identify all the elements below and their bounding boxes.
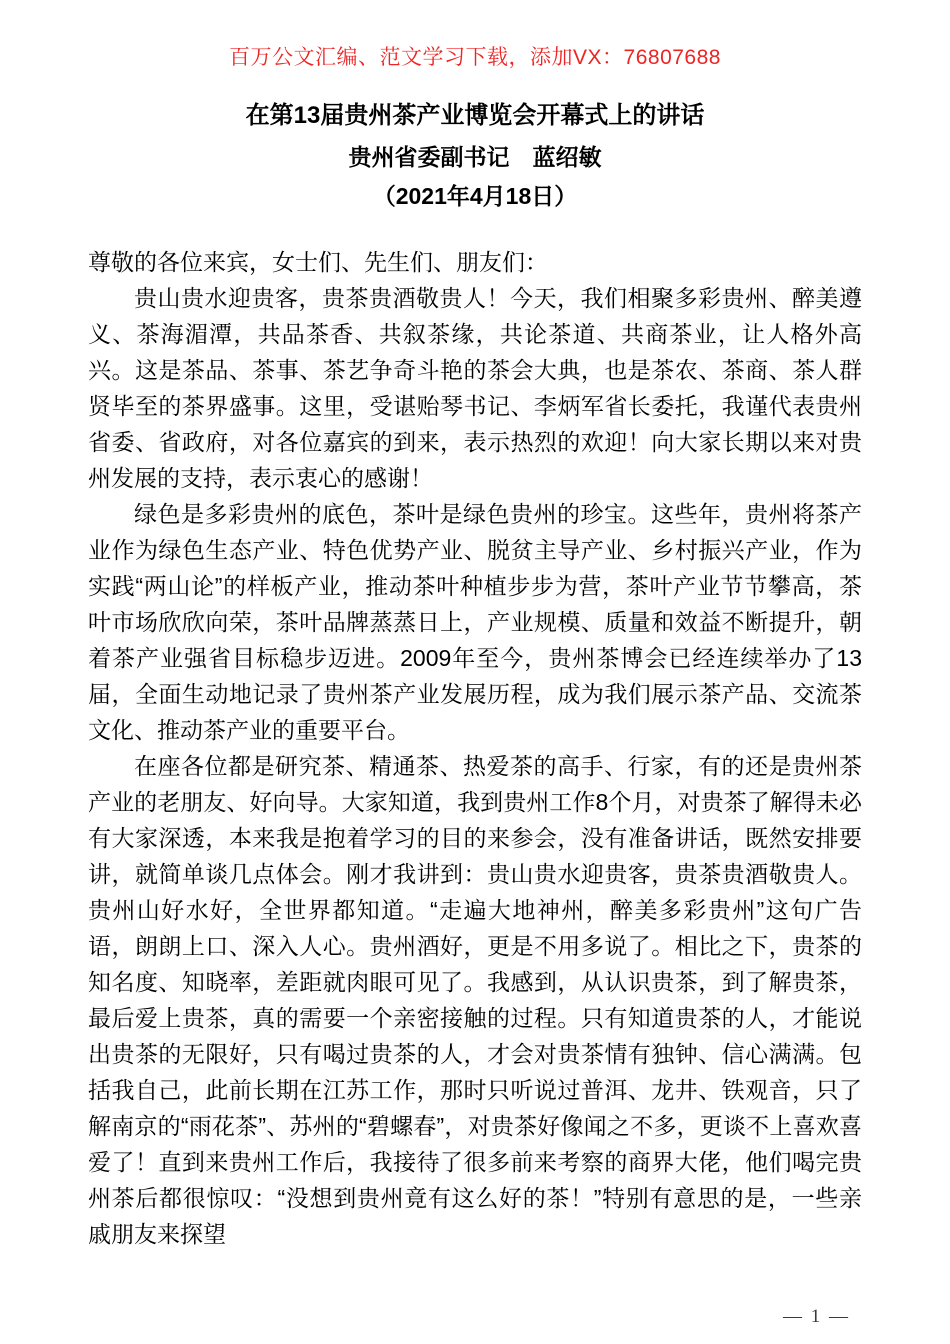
document-title: 在第13届贵州茶产业博览会开幕式上的讲话 [245, 102, 705, 129]
body-paragraph: 贵山贵水迎贵客，贵茶贵酒敬贵人！今天，我们相聚多彩贵州、醉美遵义、茶海湄潭，共品茶香、共叙茶缘，共论茶道、共商茶业，让人格外高兴。这是茶品、茶事、茶艺争奇斗艳的茶会大典，也是茶农、茶商、茶人群贤毕至的茶界盛事。这里，受谌贻琴书记、李炳军省长委托，我谨代表贵州省委、省政府，对各位嘉宾的到来，表示热烈的欢迎！向大家长期以来对贵州发展的支持，表示衷心的感谢！ [88, 285, 862, 491]
page-number: — 1 — [783, 1306, 850, 1327]
date-line: （2021年4月18日） [372, 183, 578, 209]
author-byline: 贵州省委副书记 蓝绍敏 [348, 144, 602, 170]
document-body [88, 244, 862, 1252]
salutation-line: 尊敬的各位来宾，女士们、先生们、朋友们： [88, 249, 548, 275]
body-paragraph: 绿色是多彩贵州的底色，茶叶是绿色贵州的珍宝。这些年，贵州将茶产业作为绿色生态产业、特色优势产业、脱贫主导产业、乡村振兴产业，作为实践“两山论”的样板产业，推动茶叶种植步步为营，茶叶产业节节攀高，茶叶市场欣欣向荣，茶叶品牌蒸蒸日上，产业规模、质量和效益不断提升，朝着茶产业强省目标稳步迈进。2009年至今，贵州茶博会已经连续举办了13届，全面生动地记录了贵州茶产业发展历程，成为我们展示茶产品、交流茶文化、推动茶产业的重要平台。 [88, 501, 862, 743]
body-paragraph: 在座各位都是研究茶、精通茶、热爱茶的高手、行家，有的还是贵州茶产业的老朋友、好向导。大家知道，我到贵州工作8个月，对贵茶了解得未必有大家深透，本来我是抱着学习的目的来参会，没有准备讲话，既然安排要讲，就简单谈几点体会。刚才我讲到：贵山贵水迎贵客，贵茶贵酒敬贵人。贵州山好水好，全世界都知道。“走遍大地神州，醉美多彩贵州”这句广告语，朗朗上口、深入人心。贵州酒好，更是不用多说了。相比之下，贵茶的知名度、知晓率，差距就肉眼可见了。我感到，从认识贵茶，到了解贵茶，最后爱上贵茶，真的需要一个亲密接触的过程。只有知道贵茶的人，才能说出贵茶的无限好，只有喝过贵茶的人，才会对贵茶情有独钟、信心满满。包括我自己，此前长期在江苏工作，那时只听说过普洱、龙井、铁观音，只了解南京的“雨花茶”、苏州的“碧螺春”，对贵茶好像闻之不多，更谈不上喜欢喜爱了！直到来贵州工作后，我接待了很多前来考察的商界大佬，他们喝完贵州茶后都很惊叹：“没想到贵州竟有这么好的茶！”特别有意思的是，一些亲戚朋友来探望 [88, 753, 862, 1247]
header-notice: 百万公文汇编、范文学习下载，添加VX：76807688 [229, 46, 721, 69]
